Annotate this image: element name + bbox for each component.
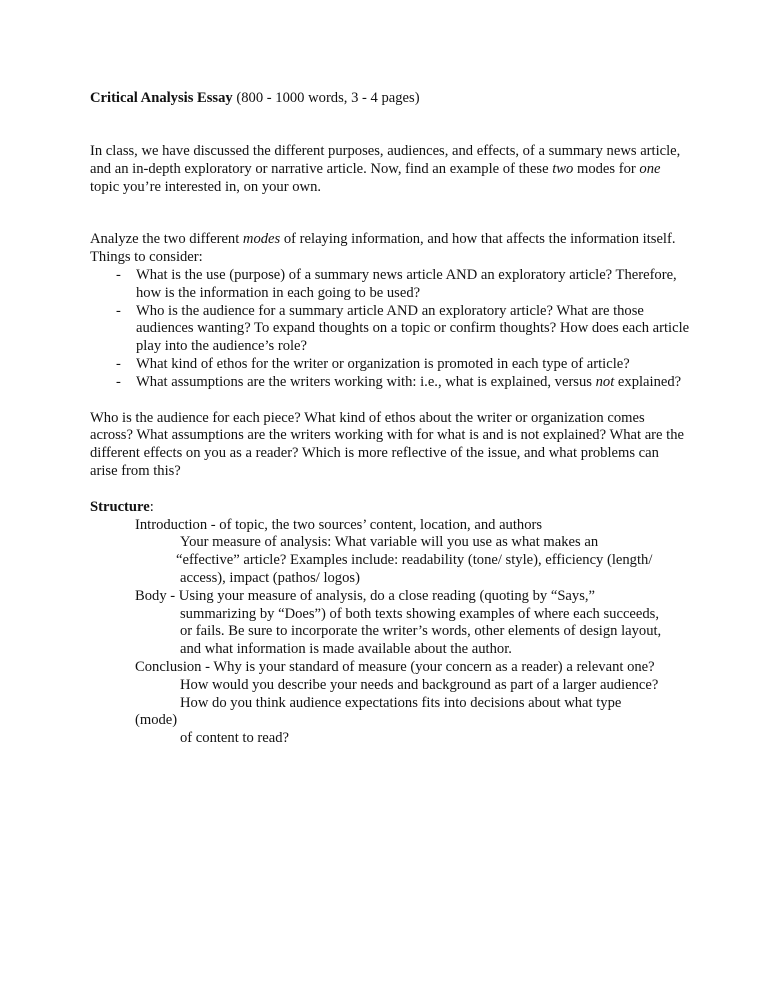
list-item (90, 356, 690, 374)
list-item (90, 303, 690, 356)
structure-measure-line-1: Your measure of analysis: What variable will you use as what makes an (180, 534, 599, 551)
dash-bullet: - (116, 355, 121, 372)
structure-measure-line-3: access), impact (pathos/ logos) (180, 569, 360, 586)
intro-paragraph (90, 143, 690, 196)
analyze-emphasis-modes: modes (242, 231, 281, 248)
questions-paragraph: Who is the audience for each piece? What kind of ethos about the writer or organization comes across? What assumptions are the writers working with for what is and is not explained? What are the different effects on you as a reader? Which is more reflective of the issue, and what problems can arise from this? (90, 409, 684, 479)
dash-bullet: - (116, 302, 121, 319)
list-item-emphasis-not: not (595, 373, 615, 390)
list-item-text-end: explained? (614, 373, 682, 390)
structure-body-line-1: Body - Using your measure of analysis, do a close reading (quoting by “Says,” (135, 587, 596, 604)
list-item (90, 374, 690, 392)
considerations-list (90, 267, 690, 392)
spacer (90, 108, 690, 143)
structure-introduction: Introduction - of topic, the two sources’ content, location, and authors (135, 516, 543, 533)
document-title (90, 90, 690, 108)
intro-emphasis-two: two (552, 160, 574, 177)
spacer (90, 196, 690, 231)
structure-conclusion-line-5: of content to read? (180, 730, 289, 747)
spacer (90, 481, 690, 499)
list-item-text: Who is the audience for a summary article AND an exploratory article? What are those audiences wanting? To expand thoughts on a topic or confirm thoughts? How does each article play into the audience’s role? (136, 302, 690, 355)
structure-body-line-2: summarizing by “Does”) of both texts showing examples of where each succeeds, (180, 605, 660, 622)
analyze-text-2: of relaying information, and how that affects the information itself. Things to consider: (90, 231, 676, 266)
intro-text-1: In class, we have discussed the different purposes, audiences, and effects, of a summary news article, and an in-depth exploratory or narrative article. Now, find an example of these (90, 143, 681, 177)
structure-measure-line-2: “effective” article? Examples include: readability (tone/ style), efficiency (length/ (176, 552, 653, 569)
structure-conclusion-line-4: (mode) (135, 712, 178, 729)
title-rest: (800 - 1000 words, 3 - 4 pages) (232, 90, 420, 106)
intro-emphasis-one: one (639, 160, 661, 177)
dash-bullet: - (116, 373, 121, 390)
intro-text-2: modes for (573, 160, 640, 177)
structure-heading-text: Structure (90, 498, 150, 515)
title-bold: Critical Analysis Essay (90, 90, 233, 106)
list-item (90, 267, 690, 303)
analyze-paragraph (90, 231, 690, 267)
structure-body-line-3: or fails. Be sure to incorporate the writer’s words, other elements of design layout, (180, 623, 662, 640)
list-item-text: What assumptions are the writers working with: i.e., what is explained, versus (136, 373, 596, 390)
structure-conclusion-line-1: Conclusion - Why is your standard of measure (your concern as a reader) a relevant one? (135, 658, 655, 675)
structure-colon: : (149, 498, 154, 515)
spacer (90, 392, 690, 410)
structure-heading (90, 499, 690, 517)
structure-body-line-4: and what information is made available about the author. (180, 641, 512, 658)
intro-text-3: topic you’re interested in, on your own. (90, 178, 322, 195)
analyze-text-1: Analyze the two different (90, 231, 243, 248)
structure-conclusion-line-3: How do you think audience expectations fits into decisions about what type (180, 694, 622, 711)
document-body (90, 90, 690, 748)
list-item-text: What kind of ethos for the writer or organization is promoted in each type of article? (136, 355, 630, 372)
list-item-text: What is the use (purpose) of a summary news article AND an exploratory article? Therefore, how is the information in each going to be used? (136, 266, 677, 301)
dash-bullet: - (116, 266, 121, 283)
structure-conclusion-line-2: How would you describe your needs and background as part of a larger audience? (180, 676, 659, 693)
